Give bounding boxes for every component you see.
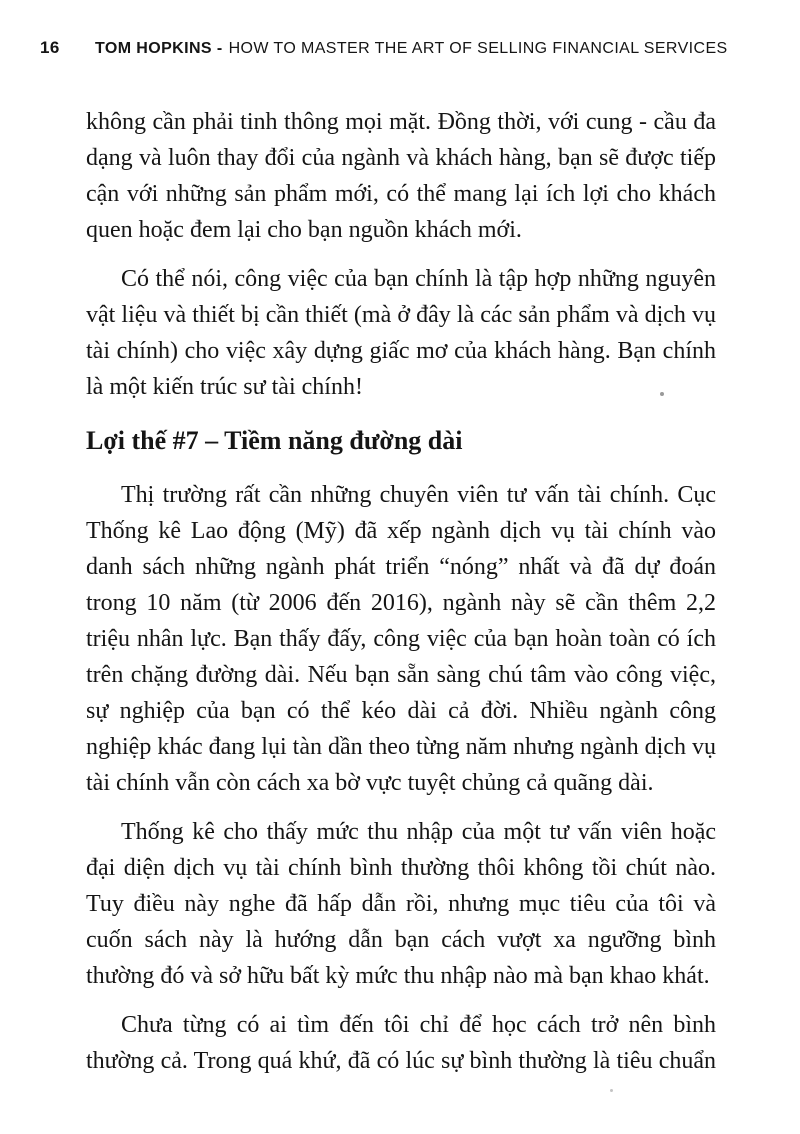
body-text bbox=[86, 104, 716, 1092]
paragraph-income: Thống kê cho thấy mức thu nhập của một tư vấn viên hoặc đại diện dịch vụ tài chính bình thường thôi không tồi chút nào. Tuy điều này nghe đã hấp dẫn rồi, nhưng mục tiêu của tôi và cuốn sách này là hướng dẫn bạn cách vượt xa ngưỡng bình thường đó và sở hữu bất kỳ mức thu nhập nào mà bạn khao khát. bbox=[86, 819, 716, 989]
section-heading-advantage-7: Lợi thế #7 – Tiềm năng đường dài bbox=[86, 426, 463, 455]
paragraph-continuation: không cần phải tinh thông mọi mặt. Đồng thời, với cung - cầu đa dạng và luôn thay đổi của ngành và khách hàng, bạn sẽ được tiếp cận với những sản phẩm mới, có thể mang lại ích lợi cho khách quen hoặc đem lại cho bạn nguồn khách mới. bbox=[86, 109, 716, 243]
scan-artifact-dot bbox=[610, 1089, 613, 1092]
page-number: 16 bbox=[40, 38, 60, 57]
running-title-book: HOW TO MASTER THE ART OF SELLING FINANCIAL SERVICES bbox=[228, 40, 728, 57]
running-title-author: TOM HOPKINS - bbox=[95, 40, 223, 57]
paragraph-market-demand: Thị trường rất cần những chuyên viên tư vấn tài chính. Cục Thống kê Lao động (Mỹ) đã xếp ngành dịch vụ tài chính vào danh sách những ngành phát triển “nóng” nhất và đã dự đoán trong 10 năm (từ 2006 đến 2016), ngành này sẽ cần thêm 2,2 triệu nhân lực. Bạn thấy đấy, công việc của bạn hoàn toàn có ích trên chặng đường dài. Nếu bạn sẵn sàng chú tâm vào công việc, sự nghiệp của bạn có thể kéo dài cả đời. Nhiều ngành công nghiệp khác đang lụi tàn dần theo từng năm nhưng ngành dịch vụ tài chính vẫn còn cách xa bờ vực tuyệt chủng cả quãng dài. bbox=[86, 482, 716, 796]
paragraph-average: Chưa từng có ai tìm đến tôi chỉ để học cách trở nên bình thường cả. Trong quá khứ, đã có lúc sự bình thường là tiêu chuẩn bbox=[86, 1012, 716, 1074]
paragraph-architect: Có thể nói, công việc của bạn chính là tập hợp những nguyên vật liệu và thiết bị cần thiết (mà ở đây là các sản phẩm và dịch vụ tài chính) cho việc xây dựng giấc mơ của khách hàng. Bạn chính là một kiến trúc sư tài chính! bbox=[86, 266, 716, 400]
running-header bbox=[40, 38, 740, 58]
scan-artifact-dot bbox=[660, 392, 664, 396]
